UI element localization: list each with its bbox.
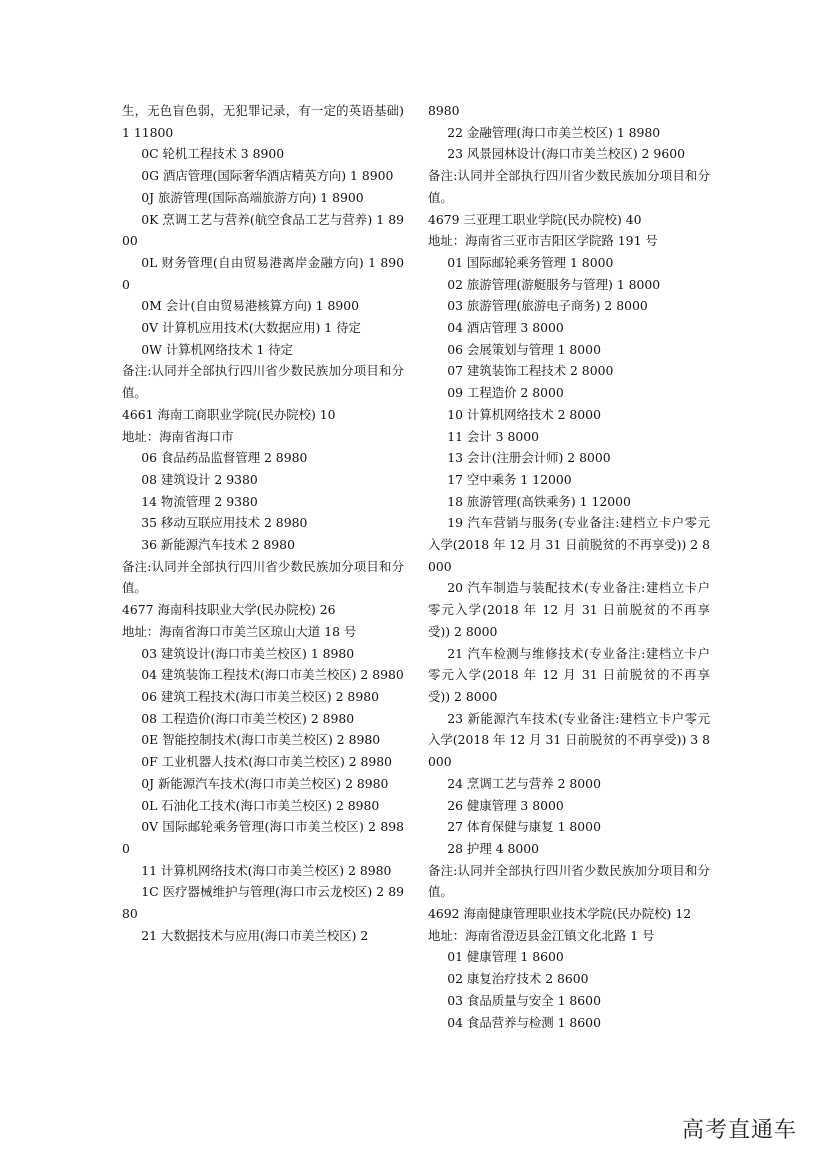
entry-line: 21 汽车检测与维修技术(专业备注:建档立卡户零元入学(2018 年 12 月 31 日前脱贫的不再享受)) 2 8000 (428, 645, 710, 704)
entry-line: 06 会展策划与管理 1 8000 (447, 341, 601, 357)
entry-line: 8980 (428, 103, 460, 118)
entry-line: 4677 海南科技职业大学(民办院校) 26 (122, 602, 336, 618)
entry-line: 21 大数据技术与应用(海口市美兰校区) 2 (141, 927, 369, 943)
entry-line: 09 工程造价 2 8000 (447, 385, 564, 401)
entry-line: 02 康复治疗技术 2 8600 (447, 971, 589, 987)
entry-line: 06 建筑工程技术(海口市美兰校区) 2 8980 (141, 688, 379, 704)
entry-line: 23 新能源汽车技术(专业备注:建档立卡户零元入学(2018 年 12 月 31 日前脱贫的不再享受)) 3 8000 (428, 710, 710, 770)
entry-line: 地址：海南省海口市 (122, 428, 234, 444)
entry-line: 11 计算机网络技术(海口市美兰校区) 2 8980 (141, 862, 392, 878)
entry-line: 0V 计算机应用技术(大数据应用) 1 待定 (141, 320, 361, 336)
entry-line: 0L 财务管理(自由贸易港离岸金融方向) 1 8900 (122, 254, 404, 292)
entry-line: 04 酒店管理 3 8000 (447, 320, 564, 336)
entry-line: 35 移动互联应用技术 2 8980 (141, 515, 308, 531)
entry-line: 1C 医疗器械维护与管理(海口市云龙校区) 2 8980 (122, 884, 404, 922)
entry-line: 0M 会计(自由贸易港核算方向) 1 8900 (141, 298, 359, 314)
entry-line: 0L 石油化工技术(海口市美兰校区) 2 8980 (141, 797, 380, 813)
entry-line: 36 新能源汽车技术 2 8980 (141, 537, 295, 553)
entry-line: 4679 三亚理工职业学院(民办院校) 40 (428, 211, 642, 227)
entry-line: 20 汽车制造与装配技术(专业备注:建档立卡户零元入学(2018 年 12 月 31 日前脱贫的不再享受)) 2 8000 (428, 580, 710, 639)
entry-line: 01 国际邮轮乘务管理 1 8000 (447, 254, 614, 270)
entry-line: 0J 新能源汽车技术(海口市美兰校区) 2 8980 (141, 775, 389, 791)
entry-line: 04 建筑装饰工程技术(海口市美兰校区) 2 8980 (141, 667, 404, 683)
entry-line: 地址：海南省三亚市吉阳区学院路 191 号 (428, 233, 658, 249)
entry-line: 11 会计 3 8000 (447, 428, 539, 444)
entry-line: 0W 计算机网络技术 1 待定 (141, 341, 294, 357)
watermark: 高考直通车 (682, 1118, 798, 1143)
entry-line: 备注:认同并全部执行四川省少数民族加分项目和分值。 (428, 862, 710, 900)
entry-line: 24 烹调工艺与营养 2 8000 (447, 775, 601, 791)
entry-line: 03 旅游管理(旅游电子商务) 2 8000 (447, 298, 648, 314)
entry-line: 备注:认同并全部执行四川省少数民族加分项目和分值。 (428, 168, 710, 205)
entry-line: 0F 工业机器人技术(海口市美兰校区) 2 8980 (141, 754, 393, 770)
entry-line: 26 健康管理 3 8000 (447, 797, 564, 813)
entry-line: 生，无色盲色弱，无犯罪记录，有一定的英语基础) 1 11800 (122, 103, 404, 140)
entry-line: 01 健康管理 1 8600 (447, 949, 564, 965)
entry-line: 0J 旅游管理(国际高端旅游方向) 1 8900 (141, 189, 364, 205)
entry-line: 0C 轮机工程技术 3 8900 (141, 146, 285, 162)
left-column (122, 100, 404, 946)
entry-line: 07 建筑装饰工程技术 2 8000 (447, 363, 614, 379)
entry-line: 22 金融管理(海口市美兰校区) 1 8980 (447, 124, 661, 140)
entry-line: 02 旅游管理(游艇服务与管理) 1 8000 (447, 276, 661, 292)
entry-line: 地址：海南省澄迈县金江镇文化北路 1 号 (428, 927, 655, 943)
entry-line: 03 食品质量与安全 1 8600 (447, 992, 601, 1008)
entry-line: 03 建筑设计(海口市美兰校区) 1 8980 (141, 645, 355, 661)
entry-line: 08 工程造价(海口市美兰校区) 2 8980 (141, 710, 355, 726)
entry-line: 06 食品药品监督管理 2 8980 (141, 450, 308, 466)
entry-line: 备注:认同并全部执行四川省少数民族加分项目和分值。 (122, 558, 404, 596)
right-column (428, 100, 710, 1033)
entry-line: 0E 智能控制技术(海口市美兰校区) 2 8980 (141, 732, 381, 748)
entry-line: 4661 海南工商职业学院(民办院校) 10 (122, 406, 336, 422)
entry-line: 28 护理 4 8000 (447, 840, 539, 856)
entry-line: 备注:认同并全部执行四川省少数民族加分项目和分值。 (122, 363, 404, 401)
entry-line: 10 计算机网络技术 2 8000 (447, 406, 601, 422)
entry-line: 0V 国际邮轮乘务管理(海口市美兰校区) 2 8980 (122, 819, 404, 856)
entry-line: 地址：海南省海口市美兰区琼山大道 18 号 (122, 623, 357, 639)
entry-line: 0K 烹调工艺与营养(航空食品工艺与营养) 1 8900 (122, 211, 404, 249)
entry-line: 27 体育保健与康复 1 8000 (447, 819, 601, 835)
entry-line: 08 建筑设计 2 9380 (141, 471, 258, 487)
entry-line: 0G 酒店管理(国际奢华酒店精英方向) 1 8900 (141, 168, 394, 184)
entry-line: 19 汽车营销与服务(专业备注:建档立卡户零元入学(2018 年 12 月 31 日前脱贫的不再享受)) 2 8000 (428, 515, 710, 574)
entry-line: 18 旅游管理(高铁乘务) 1 12000 (447, 493, 631, 509)
entry-line: 17 空中乘务 1 12000 (447, 471, 572, 487)
entry-line: 13 会计(注册会计师) 2 8000 (447, 450, 611, 466)
entry-line: 14 物流管理 2 9380 (141, 493, 258, 509)
entry-line: 04 食品营养与检测 1 8600 (447, 1014, 601, 1030)
entry-line: 4692 海南健康管理职业技术学院(民办院校) 12 (428, 906, 692, 922)
entry-line: 23 风景园林设计(海口市美兰校区) 2 9600 (447, 146, 685, 162)
